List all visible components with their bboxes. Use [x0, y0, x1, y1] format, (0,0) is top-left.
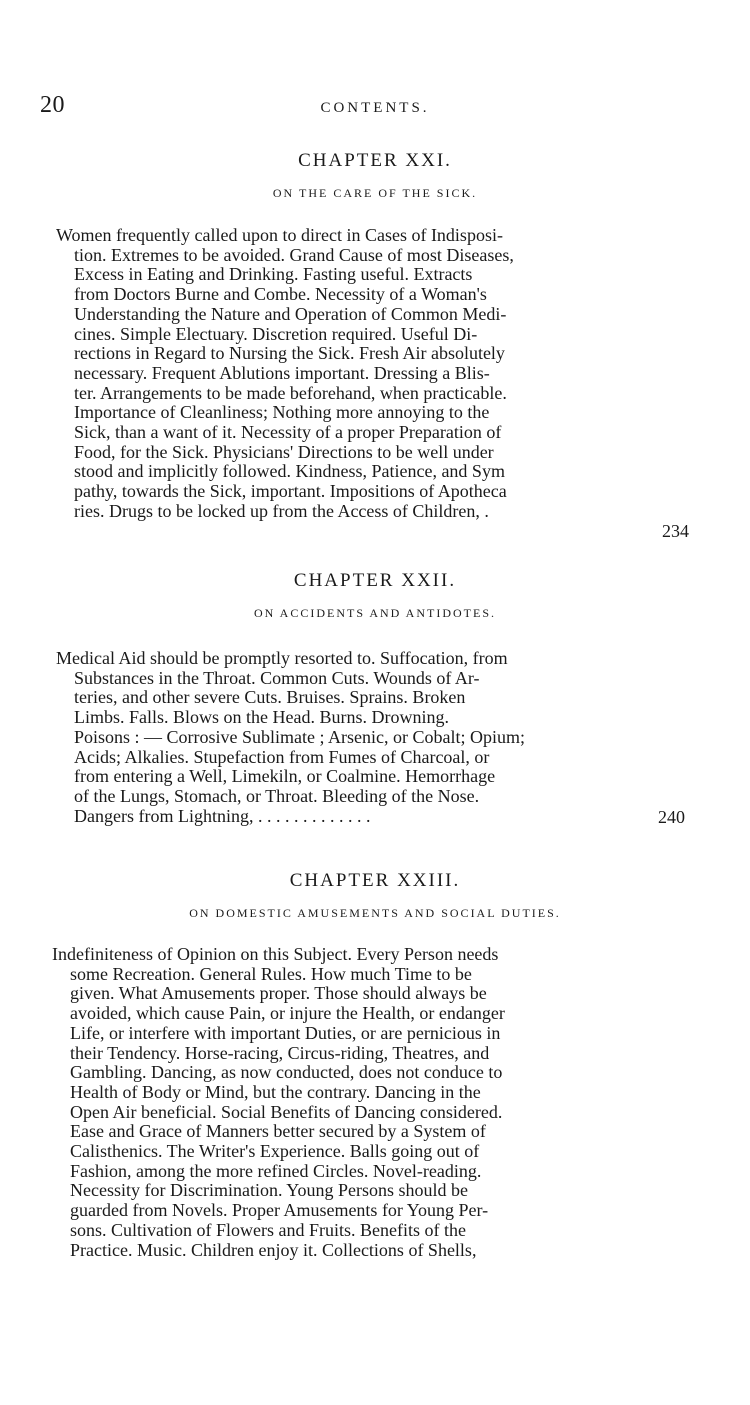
summary-line: their Tendency. Horse-racing, Circus-riding, Theatres, and	[70, 1042, 490, 1063]
summary-line: cines. Simple Electuary. Discretion required. Useful Di-	[74, 323, 478, 344]
chapter-23	[0, 870, 750, 921]
summary-line: Poisons : — Corrosive Sublimate ; Arsenic, or Cobalt; Opium;	[74, 726, 525, 747]
summary-line: sons. Cultivation of Flowers and Fruits. Benefits of the	[70, 1219, 466, 1240]
summary-line: Importance of Cleanliness; Nothing more annoying to the	[74, 402, 490, 423]
summary-line: guarded from Novels. Proper Amusements for Young Per-	[70, 1200, 489, 1221]
summary-line: Health of Body or Mind, but the contrary. Dancing in the	[70, 1081, 481, 1102]
page-number: 20	[40, 92, 65, 118]
chapter-summary	[52, 945, 648, 1260]
summary-line: Sick, than a want of it. Necessity of a proper Preparation of	[74, 422, 502, 443]
summary-line: stood and implicitly followed. Kindness, Patience, and Sym	[74, 461, 505, 482]
running-head: CONTENTS.	[320, 100, 430, 116]
summary-line: necessary. Frequent Ablutions important. Dressing a Blis-	[74, 362, 490, 383]
summary-line: ter. Arrangements to be made beforehand, when practicable.	[74, 382, 507, 403]
summary-line: Calisthenics. The Writer's Experience. Balls going out of	[70, 1141, 480, 1162]
summary-line: Women frequently called upon to direct in Cases of Indisposi-	[56, 225, 503, 245]
summary-line: Medical Aid should be promptly resorted to. Suffocation, from	[56, 648, 508, 668]
summary-line: from Doctors Burne and Combe. Necessity of a Woman's	[74, 284, 487, 305]
summary-line: Gambling. Dancing, as now conducted, does not conduce to	[70, 1062, 503, 1083]
chapter-summary	[56, 649, 652, 826]
summary-line: ries. Drugs to be locked up from the Access of Children, .	[74, 500, 489, 521]
summary-line: some Recreation. General Rules. How much Time to be	[70, 963, 472, 984]
summary-line: tion. Extremes to be avoided. Grand Cause of most Diseases,	[74, 244, 514, 265]
summary-line: rections in Regard to Nursing the Sick. Fresh Air absolutely	[74, 343, 505, 364]
summary-line: given. What Amusements proper. Those should always be	[70, 983, 487, 1004]
summary-line: Excess in Eating and Drinking. Fasting useful. Extracts	[74, 264, 473, 285]
summary-line: Understanding the Nature and Operation of Common Medi-	[74, 303, 507, 324]
chapter-subtitle: ON ACCIDENTS AND ANTIDOTES.	[253, 606, 496, 620]
summary-line: Necessity for Discrimination. Young Persons should be	[70, 1180, 468, 1201]
summary-line: teries, and other severe Cuts. Bruises. Sprains. Broken	[74, 687, 466, 708]
chapter-page-ref: 240	[658, 807, 685, 827]
summary-line: avoided, which cause Pain, or injure the Health, or endanger	[70, 1003, 505, 1024]
chapter-page-ref: 234	[662, 521, 689, 541]
summary-line: Indefiniteness of Opinion on this Subject. Every Person needs	[52, 944, 499, 964]
chapter-title: CHAPTER XXI.	[298, 150, 452, 171]
chapter-subtitle: ON DOMESTIC AMUSEMENTS AND SOCIAL DUTIES.	[189, 906, 561, 920]
summary-line: Ease and Grace of Manners better secured by a System of	[70, 1121, 486, 1142]
summary-line: Food, for the Sick. Physicians' Directions to be well under	[74, 441, 494, 462]
chapter-title: CHAPTER XXIII.	[289, 870, 461, 891]
chapter-21	[0, 150, 750, 201]
summary-line: pathy, towards the Sick, important. Impositions of Apotheca	[74, 481, 507, 502]
summary-line: Substances in the Throat. Common Cuts. Wounds of Ar-	[74, 667, 480, 688]
chapter-title: CHAPTER XXII.	[293, 570, 457, 591]
summary-line: of the Lungs, Stomach, or Throat. Bleeding of the Nose.	[74, 785, 480, 806]
summary-line: Fashion, among the more refined Circles. Novel-reading.	[70, 1160, 482, 1181]
summary-line: Limbs. Falls. Blows on the Head. Burns. Drowning.	[74, 707, 449, 728]
chapter-summary	[56, 226, 652, 522]
chapter-subtitle: ON THE CARE OF THE SICK.	[272, 186, 478, 200]
summary-line: Practice. Music. Children enjoy it. Collections of Shells,	[70, 1239, 477, 1260]
summary-line: Acids; Alkalies. Stupefaction from Fumes of Charcoal, or	[74, 746, 490, 767]
summary-line: from entering a Well, Limekiln, or Coalmine. Hemorrhage	[74, 766, 496, 787]
summary-line: Life, or interfere with important Duties, or are pernicious in	[70, 1022, 501, 1043]
chapter-22	[0, 570, 750, 621]
summary-line: Dangers from Lightning, . . . . . . . . . . . . .	[74, 805, 371, 826]
summary-line: Open Air beneficial. Social Benefits of Dancing considered.	[70, 1101, 503, 1122]
